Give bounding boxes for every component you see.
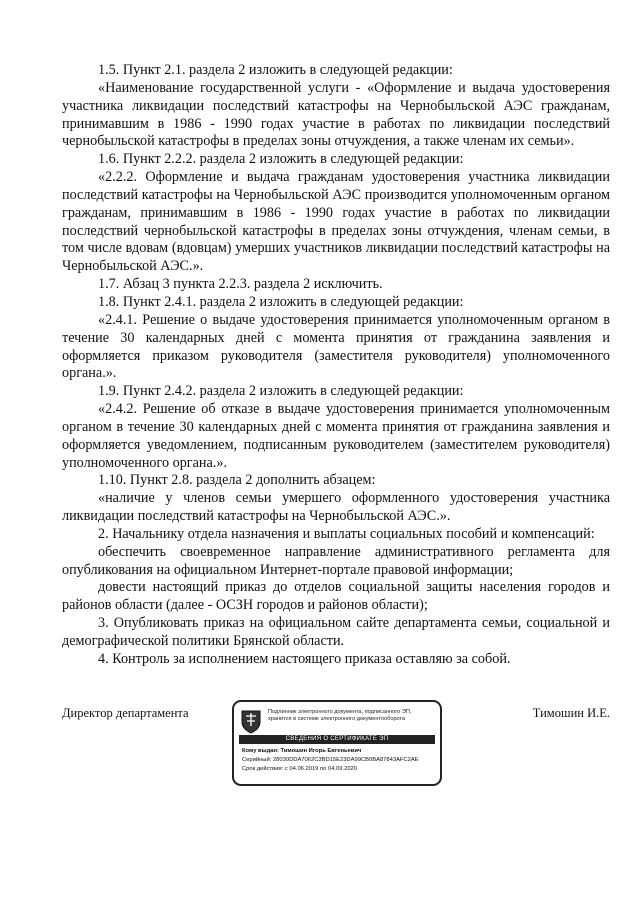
signature-block bbox=[62, 700, 610, 790]
stamp-serial-value: 28030DDA7062C3BD15E23DA99CB0BA87843AFC2AE bbox=[272, 757, 419, 763]
stamp-header: СВЕДЕНИЯ О СЕРТИФИКАТЕ ЭП bbox=[239, 735, 435, 744]
paragraph-quote-2-4-2: «2.4.2. Решение об отказе в выдаче удостоверения принимается уполномоченным органом в течение 30 календарных дней с момента принятия от гражданина заявления и оформляется уведомлением, подписанным руководителем (заместителем руководителя) уполномоченного органа.». bbox=[62, 401, 610, 471]
stamp-owner-row bbox=[242, 748, 361, 755]
stamp-validity-value: с 04.06.2019 по 04.09.2020 bbox=[284, 766, 357, 772]
paragraph-quote-2-4-1: «2.4.1. Решение о выдаче удостоверения принимается уполномоченным органом в течение 30 календарных дней с момента принятия от гражданина заявления и оформляется приказом руководителя (заместителя руководителя) уполномоченного органа.». bbox=[62, 311, 610, 382]
paragraph-3: 3. Опубликовать приказ на официальном сайте департамента семьи, социальной и демографической политики Брянской области. bbox=[62, 615, 610, 649]
stamp-owner-value: Тимошин Игорь Евгеньевич bbox=[280, 748, 362, 754]
stamp-validity-row bbox=[242, 766, 357, 773]
director-title: Директор департамента bbox=[62, 706, 189, 720]
signer-name: Тимошин И.Е. bbox=[532, 706, 610, 720]
paragraph-quote-2-1: «Наименование государственной услуги - «Оформление и выдача удостоверения участника ликвидации последствий катастрофы на Чернобыльской АЭС гражданам, принимавшим в 1986 - 1990 годах участие в работах по ликвидации последствий чернобыльской катастрофы в пределах зоны отчуждения, а также членам их семьи». bbox=[62, 79, 610, 150]
paragraph-quote-2-2-2: «2.2.2. Оформление и выдача гражданам удостоверения участника ликвидации последствий катастрофы на Чернобыльской АЭС производится уполномоченным органом гражданам, принимавшим в 1986 - 1990 годах участие в работах по ликвидации последствий чернобыльской катастрофы в пределах зоны отчуждения, членам семьи, в том числе вдовам (вдовцам) умерших участников ликвидации последствий катастрофы на Чернобыльской АЭС.». bbox=[62, 169, 610, 275]
paragraph-2-b: довести настоящий приказ до отделов социальной защиты населения городов и районов области (далее - ОСЗН городов и районов области); bbox=[62, 579, 610, 614]
electronic-signature-stamp bbox=[232, 700, 442, 786]
document-body bbox=[62, 62, 610, 669]
paragraph-1-10: 1.10. Пункт 2.8. раздела 2 дополнить абзацем: bbox=[98, 472, 376, 489]
stamp-owner-label: Кому выдан: bbox=[242, 748, 279, 754]
paragraph-quote-2-8: «наличие у членов семьи умершего оформленного удостоверения участника ликвидации последствий катастрофы на Чернобыльской АЭС.». bbox=[62, 490, 610, 525]
paragraph-4: 4. Контроль за исполнением настоящего приказа оставляю за собой. bbox=[98, 650, 511, 667]
paragraph-1-9: 1.9. Пункт 2.4.2. раздела 2 изложить в следующей редакции: bbox=[98, 383, 464, 400]
stamp-validity-label: Срок действия: bbox=[242, 766, 284, 772]
coat-of-arms-icon bbox=[240, 708, 262, 734]
paragraph-1-7: 1.7. Абзац 3 пункта 2.2.3. раздела 2 исключить. bbox=[98, 276, 383, 293]
stamp-serial-label: Серийный: bbox=[242, 757, 272, 763]
stamp-note: Подлинник электронного документа, подписанного ЭП, хранится в системе электронного документооборота bbox=[268, 709, 412, 722]
paragraph-2-a: обеспечить своевременное направление административного регламента для опубликования на официальном Интернет-портале правовой информации; bbox=[62, 543, 610, 578]
paragraph-2: 2. Начальнику отдела назначения и выплаты социальных пособий и компенсаций: bbox=[98, 525, 595, 542]
paragraph-1-8: 1.8. Пункт 2.4.1. раздела 2 изложить в следующей редакции: bbox=[98, 293, 464, 310]
paragraph-1-6: 1.6. Пункт 2.2.2. раздела 2 изложить в следующей редакции: bbox=[98, 151, 464, 168]
paragraph-1-5: 1.5. Пункт 2.1. раздела 2 изложить в следующей редакции: bbox=[98, 62, 453, 78]
stamp-serial-row bbox=[242, 757, 419, 764]
